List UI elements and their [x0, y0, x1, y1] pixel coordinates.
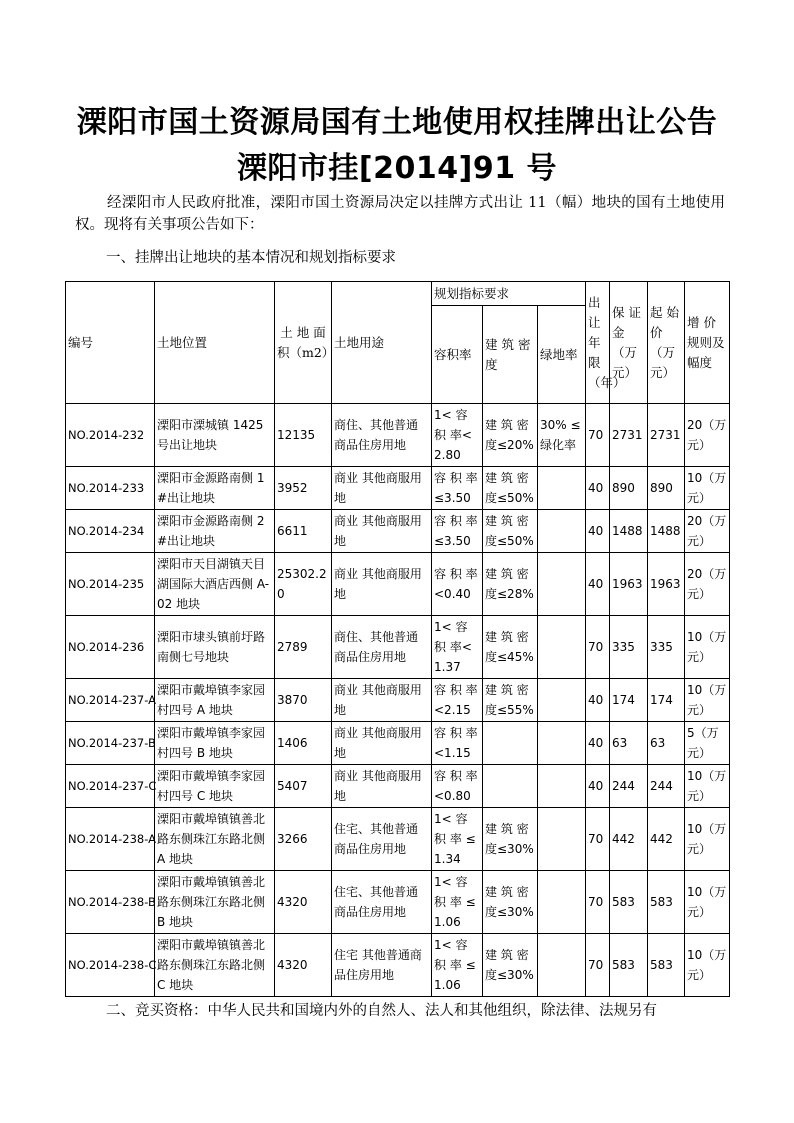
cell-area: 3870: [275, 679, 332, 722]
cell-increment: 10（万元）: [685, 616, 730, 679]
cell-deposit: 335: [610, 616, 648, 679]
cell-deposit: 1488: [610, 510, 648, 553]
cell-area: 3266: [275, 808, 332, 871]
cell-location: 溧阳市金源路南侧 1#出让地块: [155, 467, 275, 510]
cell-deposit: 63: [610, 722, 648, 765]
table-row: [66, 765, 730, 808]
cell-far: 1< 容 积 率 ≤1.06: [432, 934, 483, 997]
section1-heading: 一、挂牌出让地块的基本情况和规划指标要求: [106, 250, 396, 266]
cell-start-price: 890: [648, 467, 685, 510]
table-row: [66, 934, 730, 997]
cell-green: [538, 934, 586, 997]
table-row: [66, 871, 730, 934]
cell-increment: 20（万元）: [685, 553, 730, 616]
cell-density: 建 筑 密 度≤30%: [483, 808, 538, 871]
header-deposit: 保 证 金（万元）: [610, 282, 648, 404]
cell-deposit: 1963: [610, 553, 648, 616]
cell-start-price: 583: [648, 871, 685, 934]
cell-start-price: 442: [648, 808, 685, 871]
intro-paragraph: 经溧阳市人民政府批准，溧阳市国土资源局决定以挂牌方式出让 11（幅）地块的国有土地使用权。现将有关事项公告如下：: [75, 195, 725, 233]
cell-start-price: 2731: [648, 404, 685, 467]
cell-far: 容 积 率<1.15: [432, 722, 483, 765]
table-row: [66, 510, 730, 553]
cell-deposit: 583: [610, 871, 648, 934]
cell-increment: 20（万元）: [685, 510, 730, 553]
header-green: 绿地率: [538, 306, 586, 404]
cell-term: 40: [586, 679, 610, 722]
cell-area: 6611: [275, 510, 332, 553]
cell-density: 建 筑 密 度≤30%: [483, 871, 538, 934]
header-term: 出让年限（年）: [586, 282, 610, 404]
cell-area: 4320: [275, 934, 332, 997]
cell-density: [483, 722, 538, 765]
cell-code: NO.2014-236: [66, 616, 155, 679]
cell-start-price: 583: [648, 934, 685, 997]
cell-location: 溧阳市戴埠镇李家园村四号 B 地块: [155, 722, 275, 765]
cell-far: 1< 容 积 率<2.80: [432, 404, 483, 467]
cell-density: 建 筑 密 度≤30%: [483, 934, 538, 997]
table-row: [66, 467, 730, 510]
cell-increment: 10（万元）: [685, 871, 730, 934]
table-row: [66, 404, 730, 467]
cell-start-price: 244: [648, 765, 685, 808]
cell-use: 商业 其他商服用地: [332, 765, 432, 808]
cell-use: 商业 其他商服用地: [332, 510, 432, 553]
cell-area: 1406: [275, 722, 332, 765]
cell-code: NO.2014-237-A: [66, 679, 155, 722]
cell-use: 商住、其他普通商品住房用地: [332, 616, 432, 679]
cell-location: 溧阳市戴埠镇镇善北路东侧珠江东路北侧 C 地块: [155, 934, 275, 997]
cell-far: 1< 容 积 率<1.37: [432, 616, 483, 679]
cell-green: 30% ≤绿化率: [538, 404, 586, 467]
cell-far: 容 积 率≤3.50: [432, 467, 483, 510]
cell-code: NO.2014-234: [66, 510, 155, 553]
cell-area: 25302.20: [275, 553, 332, 616]
cell-deposit: 174: [610, 679, 648, 722]
cell-increment: 10（万元）: [685, 934, 730, 997]
cell-green: [538, 510, 586, 553]
cell-use: 商业 其他商服用地: [332, 467, 432, 510]
cell-use: 住宅、其他普通商品住房用地: [332, 808, 432, 871]
cell-increment: 5（万元）: [685, 722, 730, 765]
cell-area: 12135: [275, 404, 332, 467]
cell-start-price: 174: [648, 679, 685, 722]
cell-code: NO.2014-238-A: [66, 808, 155, 871]
cell-use: 住宅、其他普通商品住房用地: [332, 871, 432, 934]
cell-density: 建 筑 密 度≤50%: [483, 510, 538, 553]
cell-term: 40: [586, 467, 610, 510]
cell-code: NO.2014-238-B: [66, 871, 155, 934]
cell-term: 70: [586, 404, 610, 467]
cell-start-price: 63: [648, 722, 685, 765]
cell-location: 溧阳市天目湖镇天目湖国际大酒店西侧 A-02 地块: [155, 553, 275, 616]
notice-number: 溧阳市挂[2014]91 号: [236, 151, 558, 186]
table-row: [66, 616, 730, 679]
section2-paragraph: 二、竞买资格：中华人民共和国境内外的自然人、法人和其他组织，除法律、法规另有: [106, 1003, 657, 1019]
cell-green: [538, 553, 586, 616]
notice-title: 溧阳市国土资源局国有土地使用权挂牌出让公告: [76, 105, 718, 140]
header-far: 容积率: [432, 306, 483, 404]
cell-density: 建 筑 密 度≤50%: [483, 467, 538, 510]
land-table: [65, 281, 730, 997]
header-use: 土地用途: [332, 282, 432, 404]
cell-use: 住宅 其他普通商品住房用地: [332, 934, 432, 997]
cell-density: 建 筑 密 度≤45%: [483, 616, 538, 679]
cell-area: 3952: [275, 467, 332, 510]
cell-term: 70: [586, 616, 610, 679]
table-row: [66, 722, 730, 765]
cell-green: [538, 808, 586, 871]
cell-density: 建 筑 密 度≤20%: [483, 404, 538, 467]
cell-green: [538, 765, 586, 808]
cell-use: 商业 其他商服用地: [332, 679, 432, 722]
header-code: 编号: [66, 282, 155, 404]
cell-far: 1< 容 积 率 ≤1.34: [432, 808, 483, 871]
table-row: [66, 808, 730, 871]
cell-location: 溧阳市溧城镇 1425 号出让地块: [155, 404, 275, 467]
cell-term: 40: [586, 553, 610, 616]
cell-deposit: 2731: [610, 404, 648, 467]
cell-location: 溧阳市戴埠镇镇善北路东侧珠江东路北侧 B 地块: [155, 871, 275, 934]
cell-green: [538, 467, 586, 510]
cell-deposit: 244: [610, 765, 648, 808]
table-row: [66, 679, 730, 722]
cell-use: 商业 其他商服用地: [332, 722, 432, 765]
cell-green: [538, 722, 586, 765]
cell-green: [538, 871, 586, 934]
cell-density: 建 筑 密 度≤55%: [483, 679, 538, 722]
cell-far: 容 积 率<0.40: [432, 553, 483, 616]
cell-code: NO.2014-235: [66, 553, 155, 616]
cell-location: 溧阳市戴埠镇李家园村四号 A 地块: [155, 679, 275, 722]
cell-code: NO.2014-237-C: [66, 765, 155, 808]
cell-deposit: 442: [610, 808, 648, 871]
cell-green: [538, 679, 586, 722]
cell-increment: 10（万元）: [685, 467, 730, 510]
cell-increment: 10（万元）: [685, 808, 730, 871]
cell-code: NO.2014-232: [66, 404, 155, 467]
cell-location: 溧阳市戴埠镇李家园村四号 C 地块: [155, 765, 275, 808]
cell-deposit: 890: [610, 467, 648, 510]
cell-term: 70: [586, 808, 610, 871]
cell-start-price: 1488: [648, 510, 685, 553]
cell-increment: 10（万元）: [685, 679, 730, 722]
header-density: 建 筑 密 度: [483, 306, 538, 404]
cell-increment: 20（万元）: [685, 404, 730, 467]
cell-increment: 10（万元）: [685, 765, 730, 808]
cell-term: 70: [586, 871, 610, 934]
cell-location: 溧阳市戴埠镇镇善北路东侧珠江东路北侧 A 地块: [155, 808, 275, 871]
cell-code: NO.2014-233: [66, 467, 155, 510]
cell-term: 40: [586, 765, 610, 808]
cell-use: 商住、其他普通商品住房用地: [332, 404, 432, 467]
cell-location: 溧阳市金源路南侧 2#出让地块: [155, 510, 275, 553]
cell-far: 容 积 率<0.80: [432, 765, 483, 808]
cell-far: 容 积 率<2.15: [432, 679, 483, 722]
cell-area: 2789: [275, 616, 332, 679]
table-row: [66, 553, 730, 616]
cell-deposit: 583: [610, 934, 648, 997]
cell-start-price: 1963: [648, 553, 685, 616]
cell-code: NO.2014-238-C: [66, 934, 155, 997]
cell-area: 5407: [275, 765, 332, 808]
cell-location: 溧阳市埭头镇前圩路南侧七号地块: [155, 616, 275, 679]
cell-term: 40: [586, 722, 610, 765]
cell-density: [483, 765, 538, 808]
header-increment: 增 价 规则及 幅度: [685, 282, 730, 404]
cell-far: 1< 容 积 率 ≤1.06: [432, 871, 483, 934]
header-area: 土 地 面 积（m2）: [275, 282, 332, 404]
cell-area: 4320: [275, 871, 332, 934]
cell-code: NO.2014-237-B: [66, 722, 155, 765]
cell-term: 40: [586, 510, 610, 553]
cell-green: [538, 616, 586, 679]
header-location: 土地位置: [155, 282, 275, 404]
header-planning: 规划指标要求: [432, 282, 586, 306]
cell-use: 商业 其他商服用地: [332, 553, 432, 616]
cell-far: 容 积 率≤3.50: [432, 510, 483, 553]
cell-density: 建 筑 密 度≤28%: [483, 553, 538, 616]
cell-start-price: 335: [648, 616, 685, 679]
header-start-price: 起 始 价（万元）: [648, 282, 685, 404]
cell-term: 70: [586, 934, 610, 997]
